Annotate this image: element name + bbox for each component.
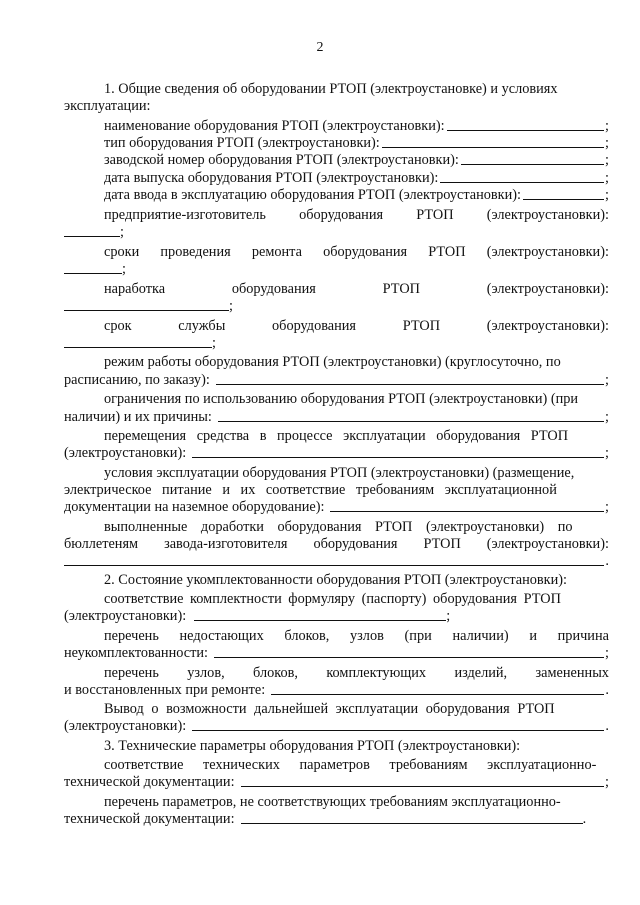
repair-terms-blank [64, 273, 122, 274]
tech-compliance-blank [241, 786, 604, 787]
serial-number-field: заводской номер оборудования РТОП (электроустановки): ; [104, 152, 609, 168]
operating-time-line-1: наработка оборудования РТОП (электроустановки): [104, 281, 609, 297]
conclusion-line-2: (электроустановки): . [64, 718, 609, 734]
missing-units-line-1: перечень недостающих блоков, узлов (при наличии) и причина [104, 628, 609, 644]
movements-blank [192, 457, 604, 458]
restrictions-line-1: ограничения по использованию оборудования РТОП (электроустановки) (при [104, 391, 579, 407]
operating-mode-line-2: расписанию, по заказу): ; [64, 372, 609, 388]
release-date-field: дата выпуска оборудования РТОП (электроустановки): ; [104, 170, 609, 186]
modifications-blank [64, 565, 604, 566]
service-life-line-2: ; [64, 334, 609, 351]
conditions-blank [330, 511, 604, 512]
commission-date-field: дата ввода в эксплуатацию оборудования РТОП (электроустановки): ; [104, 187, 609, 203]
section-1-title-line-1: 1. Общие сведения об оборудовании РТОП (электроустановке) и условиях [104, 81, 558, 97]
conditions-line-2: электрическое питание и их соответствие требованиям эксплуатационной [64, 482, 557, 498]
missing-units-blank [214, 657, 604, 658]
operating-time-blank [64, 310, 229, 311]
manufacturer-line-2: ; [64, 223, 609, 240]
equipment-type-blank [382, 147, 604, 148]
nonconforming-params-line-1: перечень параметров, не соответствующих требованиям эксплуатационно- [104, 794, 561, 810]
section-3-title: 3. Технические параметры оборудования РТОП (электроустановки): [104, 738, 521, 754]
movements-line-1: перемещения средства в процессе эксплуатации оборудования РТОП [104, 428, 569, 444]
completeness-line-1: соответствие комплектности формуляру (паспорту) оборудования РТОП [104, 591, 561, 607]
serial-number-blank [461, 164, 604, 165]
equipment-name-blank [447, 130, 604, 131]
section-1-title-line-2: эксплуатации: [64, 98, 151, 114]
release-date-blank [440, 182, 604, 183]
conclusion-blank [192, 730, 604, 731]
service-life-blank [64, 347, 212, 348]
missing-units-line-2: неукомплектованности: ; [64, 645, 609, 661]
completeness-line-2: (электроустановки): ; [64, 608, 451, 624]
section-2-title: 2. Состояние укомплектованности оборудования РТОП (электроустановки): [104, 572, 567, 588]
conclusion-line-1: Вывод о возможности дальнейшей эксплуатации оборудования РТОП [104, 701, 555, 717]
manufacturer-line-1: предприятие-изготовитель оборудования РТОП (электроустановки): [104, 207, 609, 223]
repair-terms-line-2: ; [64, 260, 609, 277]
manufacturer-blank [64, 236, 120, 237]
restrictions-line-2: наличии) и их причины: ; [64, 409, 609, 425]
conditions-line-3: документации на наземное оборудование): ; [64, 499, 609, 515]
tech-compliance-line-2: технической документации: ; [64, 774, 609, 790]
commission-date-blank [523, 199, 604, 200]
replaced-parts-line-2: и восстановленных при ремонте: . [64, 682, 609, 698]
restrictions-blank [218, 421, 604, 422]
tech-compliance-line-1: соответствие технических параметров требованиям эксплуатационно- [104, 757, 597, 773]
movements-line-2: (электроустановки): ; [64, 445, 609, 461]
equipment-type-field: тип оборудования РТОП (электроустановки): ; [104, 135, 609, 151]
replaced-parts-line-1: перечень узлов, блоков, комплектующих изделий, замененных [104, 665, 609, 681]
replaced-parts-blank [271, 694, 604, 695]
repair-terms-line-1: сроки проведения ремонта оборудования РТОП (электроустановки): [104, 244, 609, 260]
page-number: 2 [316, 40, 324, 55]
modifications-line-1: выполненные доработки оборудования РТОП (электроустановки) по [104, 519, 573, 535]
service-life-line-1: срок службы оборудования РТОП (электроустановки): [104, 318, 609, 334]
equipment-name-field: наименование оборудования РТОП (электроустановки): ; [104, 118, 609, 134]
operating-mode-line-1: режим работы оборудования РТОП (электроустановки) (круглосуточно, по [104, 354, 561, 370]
modifications-line-3: . [64, 552, 609, 569]
operating-time-line-2: ; [64, 297, 609, 314]
nonconforming-params-line-2: технической документации: . [64, 811, 587, 827]
conditions-line-1: условия эксплуатации оборудования РТОП (электроустановки) (размещение, [104, 465, 575, 481]
modifications-line-2: бюллетеням завода-изготовителя оборудования РТОП (электроустановки): [64, 536, 609, 552]
nonconforming-params-blank [241, 823, 583, 824]
completeness-blank [194, 620, 446, 621]
operating-mode-blank [216, 384, 604, 385]
